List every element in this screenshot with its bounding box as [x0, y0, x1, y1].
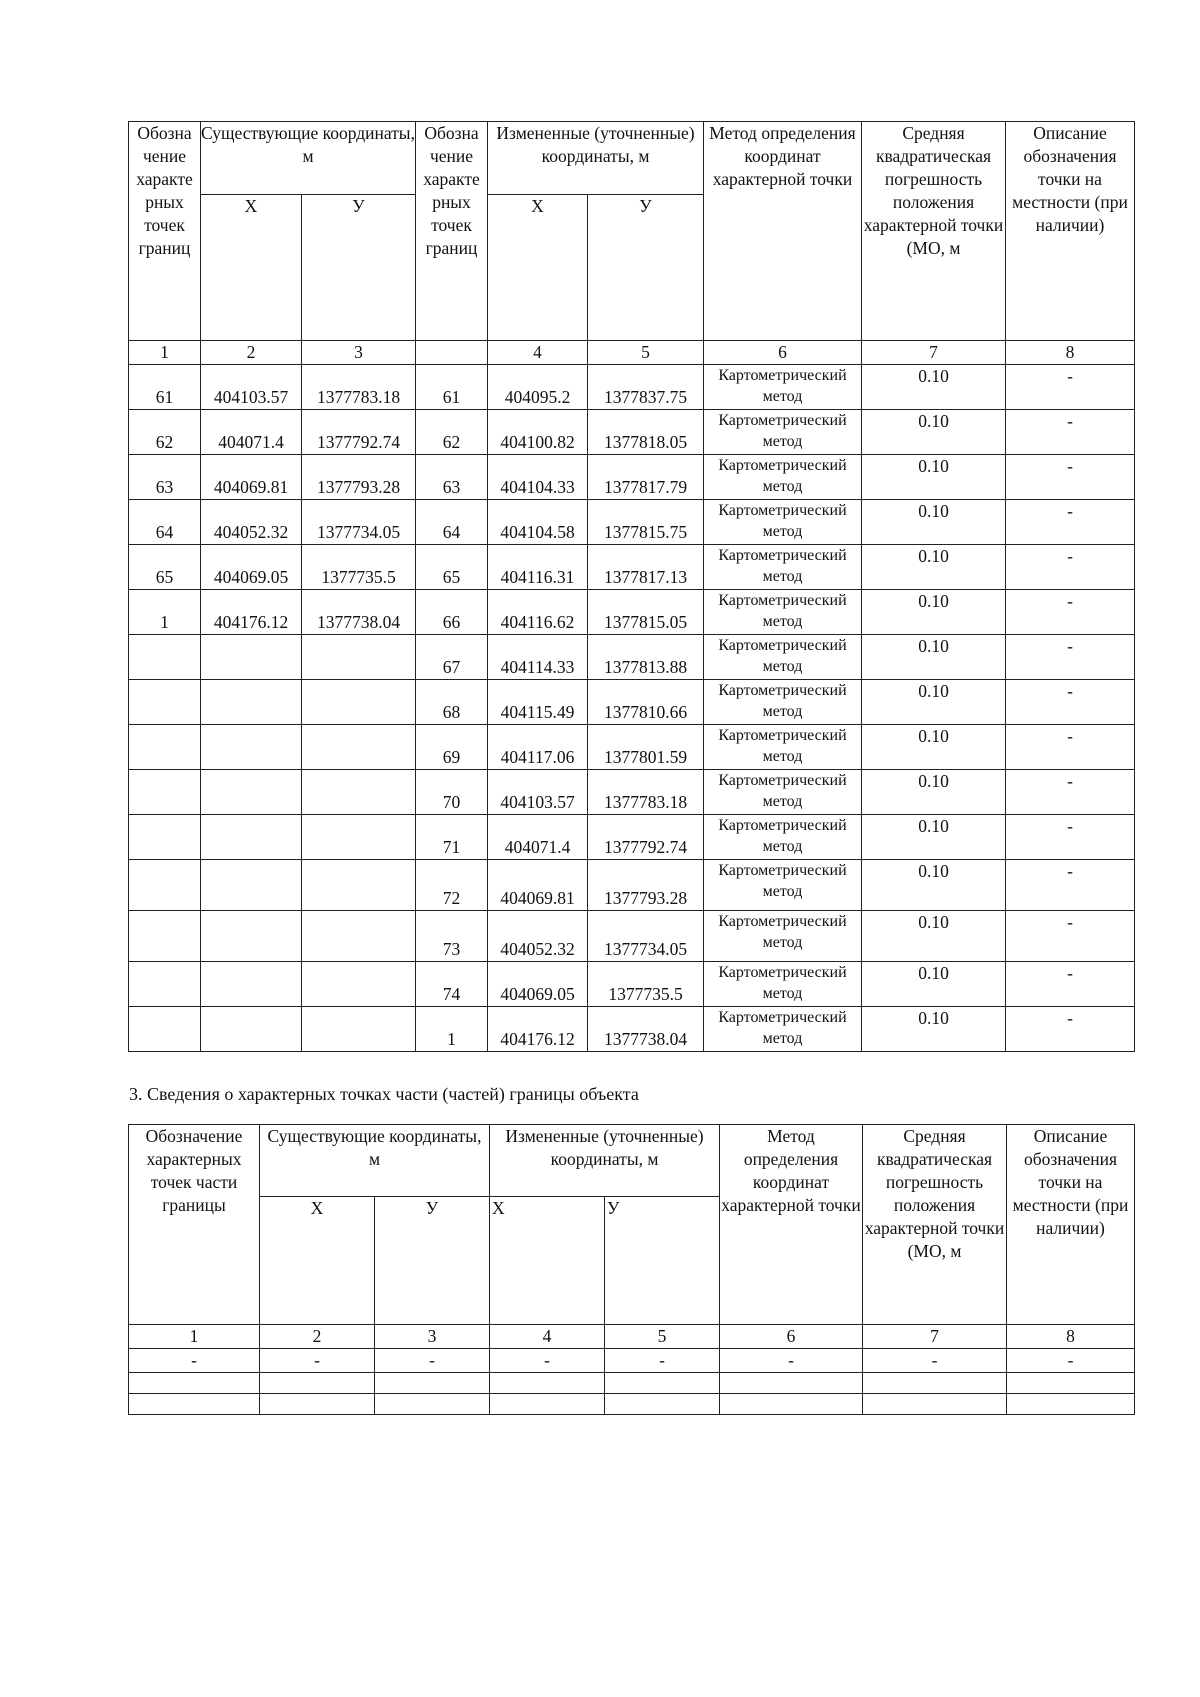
cell-description: -: [1006, 680, 1135, 725]
cell-description: -: [1006, 911, 1135, 962]
cell-existing-y: 1377783.18: [302, 365, 416, 410]
method-line: Картометрический: [718, 817, 847, 834]
cell-changed-point-id: 1: [416, 1007, 488, 1052]
cell-point-id: [129, 911, 201, 962]
method-line: метод: [762, 388, 803, 405]
method-line: метод: [762, 793, 803, 810]
cell-point-id: 65: [129, 545, 201, 590]
cell-changed-x: 404116.62: [488, 590, 588, 635]
cell-changed-x: 404104.58: [488, 500, 588, 545]
cell-changed-y: 1377817.13: [588, 545, 704, 590]
cell-point-id: 64: [129, 500, 201, 545]
cell-point-id: [129, 962, 201, 1007]
cell-existing-x: 404052.32: [201, 500, 302, 545]
part-header-x: Х: [260, 1197, 375, 1325]
cell-existing-x: [201, 1007, 302, 1052]
cell-changed-y: 1377783.18: [588, 770, 704, 815]
column-number: 2: [260, 1325, 375, 1349]
table-row: [129, 635, 1135, 680]
cell-point-id: [129, 635, 201, 680]
method-line: Картометрический: [718, 772, 847, 789]
cell-dash: -: [605, 1349, 720, 1373]
cell-method: [704, 962, 862, 1007]
part-header-existing-coordinates: Существующие координаты, м: [260, 1125, 490, 1197]
cell-point-id: 61: [129, 365, 201, 410]
cell-changed-x: 404069.05: [488, 962, 588, 1007]
part-column-numbers-row: [129, 1325, 1135, 1349]
method-line: метод: [762, 703, 803, 720]
cell-error-value: 0.10: [862, 635, 1006, 680]
cell-method: [704, 545, 862, 590]
cell-error-value: 0.10: [862, 455, 1006, 500]
boundary-points-table: [128, 121, 1135, 1052]
part-header-changed-coordinates: Измененные (уточненные) координаты, м: [490, 1125, 720, 1197]
cell-existing-x: 404069.81: [201, 455, 302, 500]
section-3-title: 3. Сведения о характерных точках части (частей) границы объекта: [129, 1084, 639, 1104]
method-line: метод: [762, 1030, 803, 1047]
cell-point-id: [129, 1007, 201, 1052]
cell-description: -: [1006, 365, 1135, 410]
column-number: 3: [302, 341, 416, 365]
cell-method: [704, 1007, 862, 1052]
cell-existing-x: 404071.4: [201, 410, 302, 455]
table-row: [129, 1007, 1135, 1052]
cell-changed-y: 1377738.04: [588, 1007, 704, 1052]
method-line: Картометрический: [718, 547, 847, 564]
cell-changed-y: 1377793.28: [588, 860, 704, 911]
cell-existing-x: [201, 635, 302, 680]
cell-changed-point-id: 68: [416, 680, 488, 725]
part-header-designation: Обозначение характерных точек части границы: [129, 1125, 260, 1325]
cell-changed-y: 1377813.88: [588, 635, 704, 680]
part-header-x-changed: Х: [490, 1197, 605, 1325]
cell-method: [704, 365, 862, 410]
column-number: 7: [863, 1325, 1007, 1349]
method-line: метод: [762, 934, 803, 951]
header-designation: Обозна чение характе рных точек границ: [129, 122, 201, 341]
column-number: 5: [605, 1325, 720, 1349]
column-number: 1: [129, 1325, 260, 1349]
cell-existing-x: 404069.05: [201, 545, 302, 590]
header-description: Описание обозначения точки на местности (при наличии): [1006, 122, 1135, 341]
cell-changed-y: 1377801.59: [588, 725, 704, 770]
cell-existing-y: 1377738.04: [302, 590, 416, 635]
cell-method: [704, 455, 862, 500]
cell-existing-y: 1377793.28: [302, 455, 416, 500]
cell-changed-y: 1377837.75: [588, 365, 704, 410]
cell-description: -: [1006, 1007, 1135, 1052]
cell-existing-x: [201, 725, 302, 770]
cell-method: [704, 590, 862, 635]
cell-existing-y: [302, 680, 416, 725]
column-number: 8: [1006, 341, 1135, 365]
cell-error-value: 0.10: [862, 962, 1006, 1007]
method-line: Картометрический: [718, 862, 847, 879]
cell-dash: -: [863, 1349, 1007, 1373]
cell-dash: -: [260, 1349, 375, 1373]
cell-description: -: [1006, 410, 1135, 455]
cell-changed-point-id: 69: [416, 725, 488, 770]
method-line: Картометрический: [718, 412, 847, 429]
cell-changed-y: 1377817.79: [588, 455, 704, 500]
cell-existing-x: [201, 860, 302, 911]
cell-description: -: [1006, 860, 1135, 911]
cell-existing-x: 404176.12: [201, 590, 302, 635]
cell-error-value: 0.10: [862, 680, 1006, 725]
column-number: 6: [704, 341, 862, 365]
cell-error-value: 0.10: [862, 860, 1006, 911]
cell-changed-y: 1377734.05: [588, 911, 704, 962]
cell-existing-y: 1377734.05: [302, 500, 416, 545]
cell-point-id: [129, 860, 201, 911]
cell-error-value: 0.10: [862, 365, 1006, 410]
cell-changed-point-id: 61: [416, 365, 488, 410]
cell-error-value: 0.10: [862, 725, 1006, 770]
table-row: [129, 455, 1135, 500]
cell-point-id: 62: [129, 410, 201, 455]
cell-error-value: 0.10: [862, 500, 1006, 545]
cell-changed-x: 404052.32: [488, 911, 588, 962]
cell-method: [704, 410, 862, 455]
method-line: метод: [762, 433, 803, 450]
cell-existing-x: 404103.57: [201, 365, 302, 410]
cell-error-value: 0.10: [862, 590, 1006, 635]
part-header-error: Средняя квадратическая погрешность положения характерной точки (МО, м: [863, 1125, 1007, 1325]
cell-changed-point-id: 64: [416, 500, 488, 545]
cell-description: -: [1006, 455, 1135, 500]
method-line: Картометрический: [718, 1009, 847, 1026]
part-header-y: У: [375, 1197, 490, 1325]
cell-method: [704, 725, 862, 770]
cell-changed-y: 1377810.66: [588, 680, 704, 725]
column-number: 3: [375, 1325, 490, 1349]
method-line: Картометрический: [718, 367, 847, 384]
cell-changed-x: 404069.81: [488, 860, 588, 911]
column-number: 5: [588, 341, 704, 365]
cell-point-id: 63: [129, 455, 201, 500]
cell-changed-point-id: 72: [416, 860, 488, 911]
cell-changed-x: 404117.06: [488, 725, 588, 770]
cell-method: [704, 680, 862, 725]
cell-changed-point-id: 73: [416, 911, 488, 962]
method-line: метод: [762, 478, 803, 495]
cell-changed-x: 404116.31: [488, 545, 588, 590]
table-row: [129, 860, 1135, 911]
header-x: Х: [201, 195, 302, 341]
cell-changed-point-id: 70: [416, 770, 488, 815]
table-row: [129, 680, 1135, 725]
part-header-description: Описание обозначения точки на местности (при наличии): [1007, 1125, 1135, 1325]
column-number: 4: [488, 341, 588, 365]
cell-changed-x: 404100.82: [488, 410, 588, 455]
cell-existing-x: [201, 770, 302, 815]
column-number: 8: [1007, 1325, 1135, 1349]
method-line: метод: [762, 748, 803, 765]
cell-description: -: [1006, 815, 1135, 860]
table-row: [129, 410, 1135, 455]
cell-description: -: [1006, 725, 1135, 770]
header-designation-changed: Обозна чение характе рных точек границ: [416, 122, 488, 341]
header-existing-coordinates: Существующие координаты, м: [201, 122, 416, 195]
cell-description: -: [1006, 500, 1135, 545]
table-row: [129, 1394, 1135, 1415]
cell-error-value: 0.10: [862, 911, 1006, 962]
cell-dash: -: [1007, 1349, 1135, 1373]
column-number: 6: [720, 1325, 863, 1349]
cell-method: [704, 911, 862, 962]
cell-changed-point-id: 67: [416, 635, 488, 680]
cell-error-value: 0.10: [862, 410, 1006, 455]
header-method: Метод определения координат характерной точки: [704, 122, 862, 341]
cell-changed-x: 404176.12: [488, 1007, 588, 1052]
part-boundary-points-table: [128, 1124, 1135, 1415]
table-row: [129, 590, 1135, 635]
cell-method: [704, 860, 862, 911]
cell-existing-y: [302, 962, 416, 1007]
cell-changed-point-id: 66: [416, 590, 488, 635]
cell-error-value: 0.10: [862, 545, 1006, 590]
part-header-method: Метод определения координат характерной точки: [720, 1125, 863, 1325]
method-line: Картометрический: [718, 502, 847, 519]
table-row: [129, 1373, 1135, 1394]
column-number: 7: [862, 341, 1006, 365]
method-line: метод: [762, 838, 803, 855]
cell-existing-x: [201, 680, 302, 725]
cell-existing-x: [201, 962, 302, 1007]
cell-description: -: [1006, 770, 1135, 815]
column-number: 4: [490, 1325, 605, 1349]
method-line: Картометрический: [718, 592, 847, 609]
cell-existing-y: [302, 860, 416, 911]
cell-changed-y: 1377792.74: [588, 815, 704, 860]
header-y-changed: У: [588, 195, 704, 341]
cell-dash: -: [375, 1349, 490, 1373]
cell-dash: -: [129, 1349, 260, 1373]
table-row: [129, 1349, 1135, 1373]
part-header-y-changed: У: [605, 1197, 720, 1325]
table-row: [129, 500, 1135, 545]
cell-changed-x: 404115.49: [488, 680, 588, 725]
method-line: метод: [762, 985, 803, 1002]
cell-point-id: [129, 770, 201, 815]
method-line: метод: [762, 658, 803, 675]
header-error: Средняя квадратическая погрешность положения характерной точки (МО, м: [862, 122, 1006, 341]
cell-existing-y: [302, 1007, 416, 1052]
method-line: Картометрический: [718, 457, 847, 474]
column-numbers-row: [129, 341, 1135, 365]
cell-changed-x: 404095.2: [488, 365, 588, 410]
method-line: метод: [762, 523, 803, 540]
cell-changed-y: 1377818.05: [588, 410, 704, 455]
table-row: [129, 911, 1135, 962]
cell-changed-x: 404104.33: [488, 455, 588, 500]
table-row: [129, 962, 1135, 1007]
method-line: метод: [762, 613, 803, 630]
cell-method: [704, 815, 862, 860]
cell-changed-point-id: 71: [416, 815, 488, 860]
cell-existing-y: [302, 635, 416, 680]
cell-method: [704, 500, 862, 545]
cell-changed-point-id: 63: [416, 455, 488, 500]
cell-existing-y: [302, 770, 416, 815]
cell-changed-x: 404114.33: [488, 635, 588, 680]
header-x-changed: Х: [488, 195, 588, 341]
cell-changed-y: 1377815.05: [588, 590, 704, 635]
cell-existing-y: 1377735.5: [302, 545, 416, 590]
header-y: У: [302, 195, 416, 341]
method-line: Картометрический: [718, 682, 847, 699]
table-row: [129, 545, 1135, 590]
cell-existing-y: 1377792.74: [302, 410, 416, 455]
cell-error-value: 0.10: [862, 815, 1006, 860]
cell-changed-point-id: 74: [416, 962, 488, 1007]
method-line: метод: [762, 568, 803, 585]
cell-dash: -: [720, 1349, 863, 1373]
cell-method: [704, 635, 862, 680]
column-number: 1: [129, 341, 201, 365]
cell-changed-y: 1377815.75: [588, 500, 704, 545]
cell-method: [704, 770, 862, 815]
table-row: [129, 725, 1135, 770]
header-changed-coordinates: Измененные (уточненные) координаты, м: [488, 122, 704, 195]
cell-point-id: 1: [129, 590, 201, 635]
method-line: Картометрический: [718, 727, 847, 744]
method-line: Картометрический: [718, 637, 847, 654]
cell-description: -: [1006, 545, 1135, 590]
cell-error-value: 0.10: [862, 1007, 1006, 1052]
cell-changed-x: 404071.4: [488, 815, 588, 860]
cell-point-id: [129, 725, 201, 770]
table-row: [129, 365, 1135, 410]
table-row: [129, 815, 1135, 860]
table-row: [129, 770, 1135, 815]
cell-changed-point-id: 65: [416, 545, 488, 590]
cell-dash: -: [490, 1349, 605, 1373]
cell-changed-point-id: 62: [416, 410, 488, 455]
cell-description: -: [1006, 962, 1135, 1007]
column-number: [416, 341, 488, 365]
cell-existing-x: [201, 911, 302, 962]
method-line: Картометрический: [718, 964, 847, 981]
cell-point-id: [129, 680, 201, 725]
cell-description: -: [1006, 635, 1135, 680]
cell-error-value: 0.10: [862, 770, 1006, 815]
cell-point-id: [129, 815, 201, 860]
column-number: 2: [201, 341, 302, 365]
cell-existing-y: [302, 725, 416, 770]
cell-existing-y: [302, 911, 416, 962]
cell-description: -: [1006, 590, 1135, 635]
cell-existing-x: [201, 815, 302, 860]
cell-changed-y: 1377735.5: [588, 962, 704, 1007]
method-line: Картометрический: [718, 913, 847, 930]
cell-changed-x: 404103.57: [488, 770, 588, 815]
method-line: метод: [762, 883, 803, 900]
cell-existing-y: [302, 815, 416, 860]
